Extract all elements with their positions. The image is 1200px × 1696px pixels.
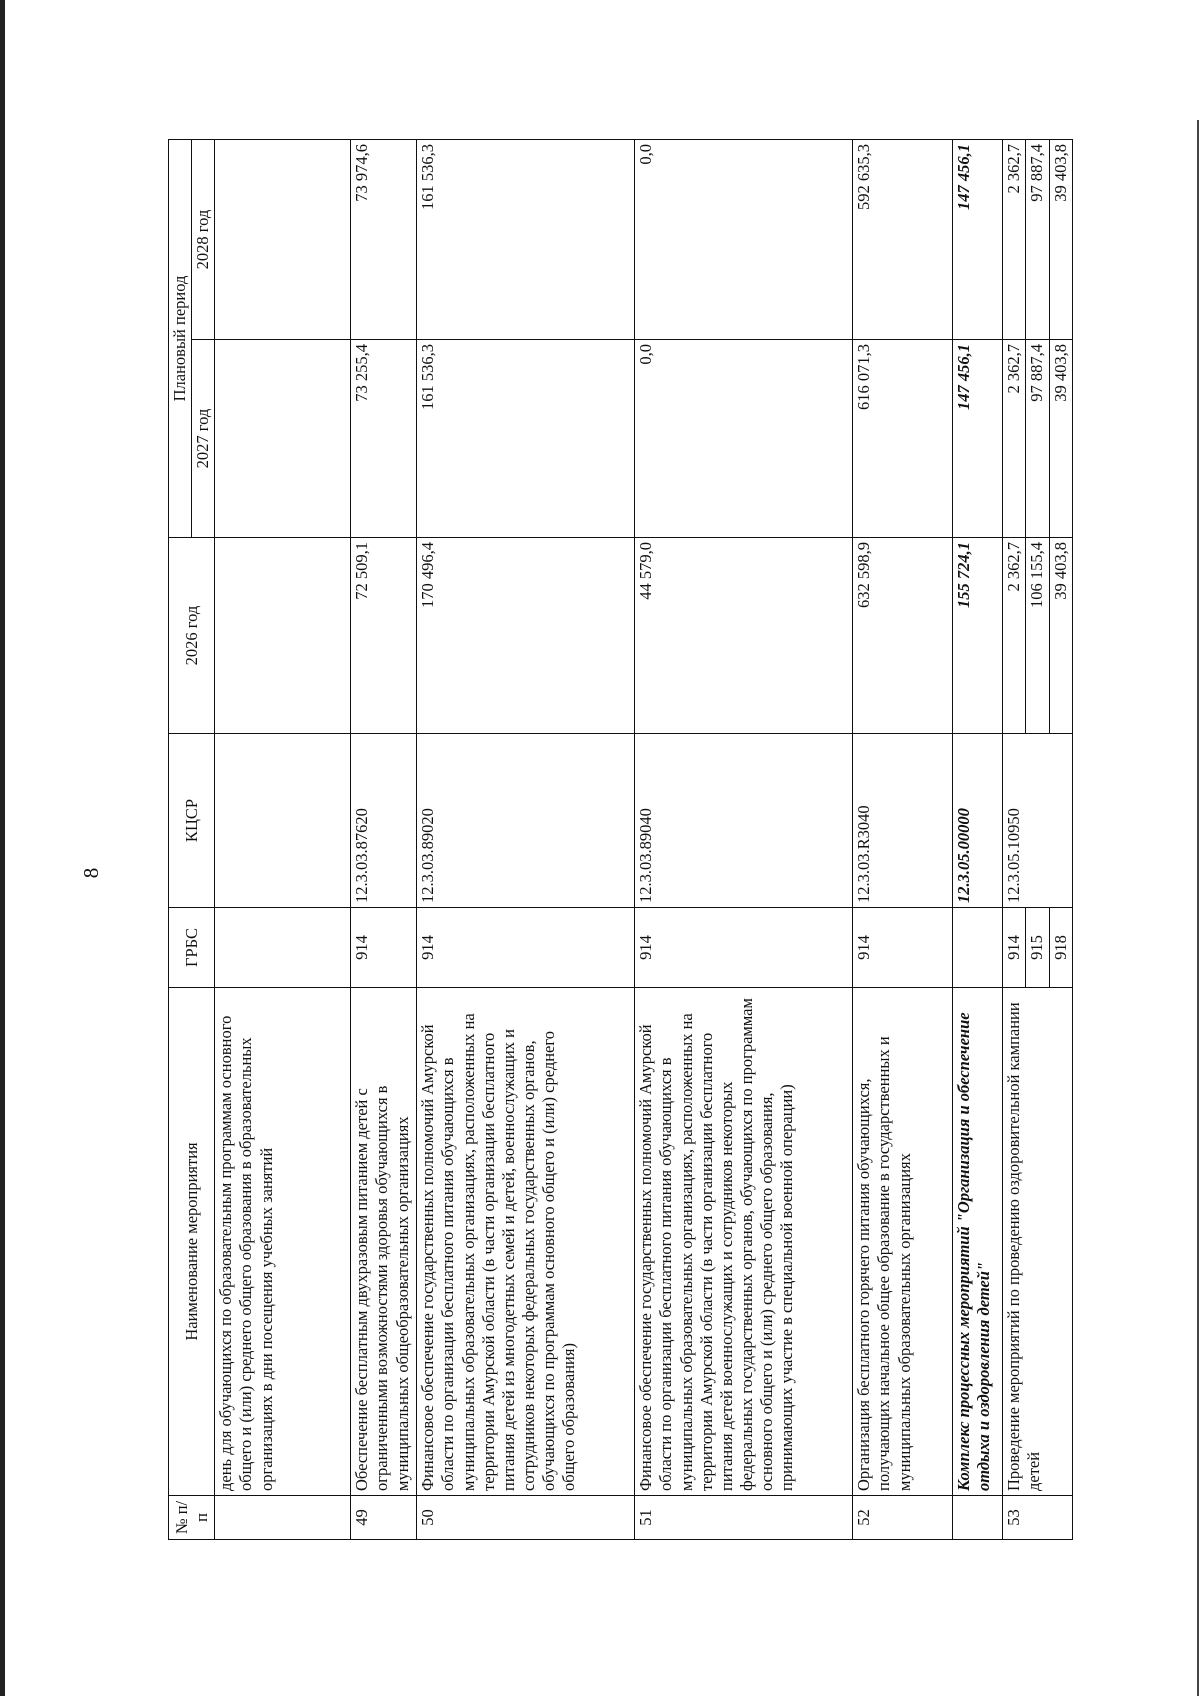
header-2028: 2028 год: [192, 139, 215, 339]
row-2027: 0,0: [635, 340, 853, 538]
row53-num: 53: [1003, 1496, 1072, 1540]
row-2027: 161 536,3: [417, 340, 635, 538]
header-2026: 2026 год: [169, 538, 215, 734]
row53-918-2028: 39 403,8: [1049, 139, 1072, 339]
row53-name: Проведение мероприятий по проведению оздоровительной кампании детей: [1003, 988, 1072, 1496]
row-grbs: 914: [351, 908, 417, 988]
row-2027: 616 071,3: [853, 340, 953, 538]
row-name: Организация бесплатного горячего питания обучающихся, получающих начальное общее образование в государственных и муниципальных образовательных организациях: [853, 988, 953, 1496]
row-2028: 592 635,3: [853, 139, 953, 339]
row-2026: 44 579,0: [635, 538, 853, 734]
row-name: день для обучающихся по образовательным программам основного общего и (или) среднего общего образования в образовательных организациях в дни посещения учебных занятий: [215, 988, 351, 1496]
row-num: 51: [635, 1496, 853, 1540]
row-num: 49: [351, 1496, 417, 1540]
row53-kcsr: 12.3.05.10950: [1003, 734, 1072, 908]
row53-grbs-915: 915: [1026, 908, 1049, 988]
row-kcsr: 12.3.03.89040: [635, 734, 853, 908]
row-2026: 170 496,4: [417, 538, 635, 734]
row53-915-2027: 97 887,4: [1026, 340, 1049, 538]
row-grbs: 914: [417, 908, 635, 988]
row53-914-2026: 2 362,7: [1003, 538, 1026, 734]
row-2028: 73 974,6: [351, 139, 417, 339]
row-2026: [215, 538, 351, 734]
row-name: Финансовое обеспечение государственных полномочий Амурской области по организации бесплатного питания обучающихся в муниципальных образовательных организациях, расположенных на территории Амурской области (в части организации бесплатного питания детей из многодетных семей и детей, военнослужащих и сотрудников некоторых федеральных государственных органов, обучающихся по программам основного общего и (или) среднего общего образования): [417, 988, 635, 1496]
table-row: [853, 139, 953, 1539]
row53-grbs-914: 914: [1003, 908, 1026, 988]
complex-row: [953, 139, 1003, 1539]
complex-name: Комплекс процессных мероприятий "Организация и обеспечение отдыха и оздоровления детей": [953, 988, 1003, 1496]
row53-918-2027: 39 403,8: [1049, 340, 1072, 538]
row-name: Финансовое обеспечение государственных полномочий Амурской области по организации бесплатного питания обучающихся в муниципальных образовательных организациях, расположенных на территории Амурской области (в части организации бесплатного питания детей военнослужащих и сотрудников некоторых федеральных государственных органов, обучающихся по программам основного общего и (или) среднего общего образования, принимающих участие в специальной военной операции): [635, 988, 853, 1496]
header-name: Наименование мероприятия: [169, 988, 215, 1496]
row-2027: [215, 340, 351, 538]
row53-grbs-918: 918: [1049, 908, 1072, 988]
rotated-table-container: [168, 140, 1188, 1540]
row-2028: 161 536,3: [417, 139, 635, 339]
row-num: [215, 1496, 351, 1540]
complex-grbs: [953, 908, 1003, 988]
row-kcsr: 12.3.03.89020: [417, 734, 635, 908]
row-num: 50: [417, 1496, 635, 1540]
table-row: [417, 139, 635, 1539]
row-grbs: [215, 908, 351, 988]
header-planned-period: Плановый период: [169, 139, 192, 537]
row-2027: 73 255,4: [351, 340, 417, 538]
header-2027: 2027 год: [192, 340, 215, 538]
row-kcsr: [215, 734, 351, 908]
row53-914-2027: 2 362,7: [1003, 340, 1026, 538]
header-grbs: ГРБС: [169, 908, 215, 988]
complex-2028: 147 456,1: [953, 139, 1003, 339]
table-row: [1003, 139, 1026, 1539]
row-kcsr: 12.3.03.R3040: [853, 734, 953, 908]
scan-edge-right: [1197, 120, 1199, 1696]
table-row: [215, 139, 351, 1539]
complex-2027: 147 456,1: [953, 340, 1003, 538]
row53-915-2028: 97 887,4: [1026, 139, 1049, 339]
table-row: [635, 139, 853, 1539]
row-2026: 72 509,1: [351, 538, 417, 734]
row-2028: [215, 139, 351, 339]
row53-915-2026: 106 155,4: [1026, 538, 1049, 734]
row53-914-2028: 2 362,7: [1003, 139, 1026, 339]
row53-918-2026: 39 403,8: [1049, 538, 1072, 734]
row-grbs: 914: [853, 908, 953, 988]
table-row: [351, 139, 417, 1539]
scan-edge-left: [0, 0, 5, 1696]
row-2028: 0,0: [635, 139, 853, 339]
page-number: 8: [79, 867, 103, 879]
complex-kcsr: 12.3.05.00000: [953, 734, 1003, 908]
row-2026: 632 598,9: [853, 538, 953, 734]
complex-num: [953, 1496, 1003, 1540]
budget-table: [168, 139, 1073, 1540]
complex-2026: 155 724,1: [953, 538, 1003, 734]
header-num: № п/п: [169, 1496, 215, 1540]
row-kcsr: 12.3.03.87620: [351, 734, 417, 908]
row-grbs: 914: [635, 908, 853, 988]
row-name: Обеспечение бесплатным двухразовым питанием детей с ограниченными возможностями здоровья обучающихся в муниципальных общеобразовательных организациях: [351, 988, 417, 1496]
header-kcsr: КЦСР: [169, 734, 215, 908]
row-num: 52: [853, 1496, 953, 1540]
